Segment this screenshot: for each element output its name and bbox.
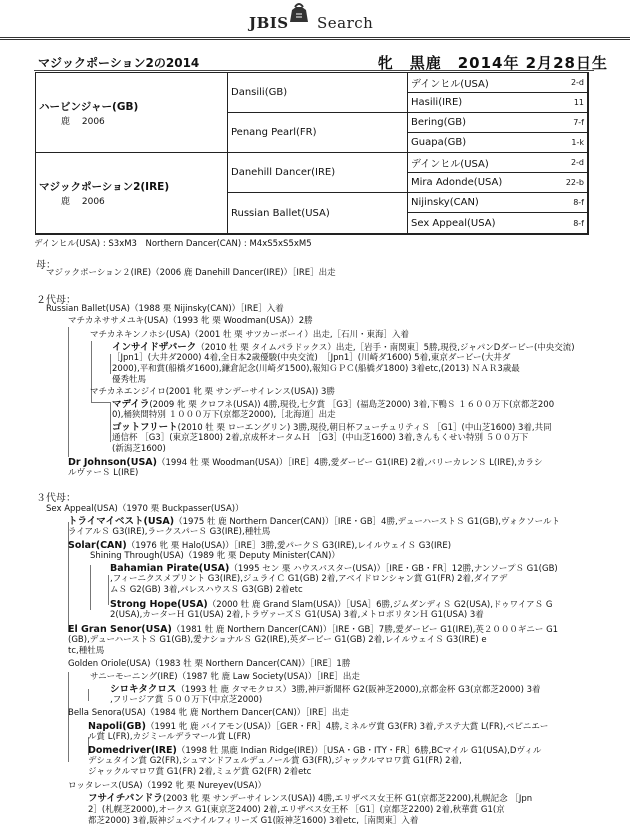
notable-horse-name[interactable]: Strong Hope(USA) [110, 599, 208, 610]
family-line-text: （1975 牡 鹿 Northern Dancer(CAN)）［IRE・GB］4勝,デューハーストＳ G1(GB),ヴォクソールト [174, 517, 560, 527]
family-line [110, 610, 484, 621]
family-line-text: ライアルＳ G3(IRE),ラークスパーＳ G3(IRE),種牡馬 [68, 527, 271, 537]
family-line-text: デシュタイン賞 G2(FR),シュマンドフェルデュノール賞 G3(FR),ジャックルマロワ賞 G1(FR) 2着, [88, 756, 462, 766]
family-line-text: tc,種牡馬 [68, 646, 105, 656]
family-line-text: （1991 牝 鹿 バイアモン(USA)）［GER・FR］4勝,ミネルヴ賞 G3(FR) 3着,テステ大賞 L(FR),ペピニエー [145, 722, 549, 732]
gen3-name: Hasili(IRE) [411, 97, 463, 108]
sire-detail: 鹿 2006 [61, 116, 105, 127]
family-line-text: Golden Oriole(USA)（1983 牡 栗 Northern Dancer(CAN)）［IRE］1勝 [68, 659, 351, 669]
family-line [68, 457, 542, 469]
gen3-heading: ３代母： [36, 493, 76, 504]
pedigree-gen3[interactable] [408, 93, 588, 113]
family-line-text: （2010 牡 栗 タイムパラドックス）出走,［岩手・南関東］5勝,現役,ジャパンDダービー(中央交流) [196, 343, 575, 353]
pedigree-gen2[interactable]: Danehill Dancer(IRE) [228, 153, 408, 193]
family-line [112, 364, 520, 375]
family-number: 22-b [565, 178, 584, 187]
pedigree-gen2[interactable]: Russian Ballet(USA) [228, 193, 408, 234]
family-line-text: （1994 牡 栗 Woodman(USA)）［IRE］4勝,愛ダービー G1(IRE) 2着,バリーカレンＳ L(IRE),カラシ [157, 458, 543, 468]
family-line [90, 330, 409, 341]
pedigree-gen3[interactable] [408, 173, 588, 193]
pedigree-gen3[interactable] [408, 113, 588, 133]
dam-heading: 母： [36, 260, 56, 271]
gen2-heading: ２代母： [36, 295, 76, 306]
notable-horse-name[interactable]: Bahamian Pirate(USA) [110, 563, 230, 574]
gen3-name: Nijinsky(CAN) [411, 197, 479, 208]
family-line-text: 優秀牡馬 [112, 375, 147, 385]
family-line-text: （2000 牡 鹿 Grand Slam(USA)）［USA］6勝,ジムダンディＳ G2(USA),ドゥワイアＳ G [207, 600, 553, 610]
horse-name: マジックポーション2の2014 [38, 56, 200, 70]
family-line-text: (2009 牝 栗 クロフネ(USA)) 4勝,現役,七夕賞 ［G3］(福島芝2000) 3着,下鴨Ｓ １６００万下(京都芝200 [149, 400, 555, 410]
logo-product: Search [317, 14, 374, 32]
notable-horse-name[interactable]: El Gran Senor(USA) [68, 624, 172, 635]
pedigree-gen2[interactable]: Penang Pearl(FR) [228, 113, 408, 153]
family-line [88, 793, 532, 805]
family-line [68, 468, 138, 479]
family-line [110, 695, 262, 706]
family-line [68, 646, 104, 657]
family-line-text: 2(USA),カーターＨ G1(USA) 2着,トラヴァーズＳ G1(USA) 3着,メトロポリタンＨ G1(USA) 3着 [110, 610, 484, 620]
family-number: 8-f [573, 198, 584, 207]
horse-bag-icon [287, 2, 311, 24]
family-number: 8-f [573, 218, 584, 228]
family-line [112, 375, 146, 386]
family-line-text: ジャックルマロワ賞 G1(FR) 2着,ミュゲ賞 G2(FR) 2着etc [88, 767, 312, 777]
family-line-text: 0),桶狭間特別 １０００万下(京都芝2000),［北海道］出走 [112, 410, 336, 420]
family-number: 2-d [570, 158, 584, 167]
family-line-text: マチカネキンノホシ(USA)（2001 牡 栗 サツカーボーイ）出走,［石川・東海］入着 [90, 330, 410, 340]
tree-connector [88, 689, 89, 701]
family-number: 1-k [571, 138, 584, 147]
gen3-name: Sex Appeal(USA) [411, 217, 496, 229]
notable-horse-name[interactable]: Dr Johnson(USA) [68, 457, 158, 468]
notable-horse-name[interactable]: マデイラ [112, 399, 150, 410]
notable-horse-name[interactable]: インサイドザパーク [112, 342, 197, 353]
tree-connector [90, 565, 91, 610]
notable-horse-name[interactable]: シロキタクロス [110, 684, 177, 695]
notable-horse-name[interactable]: Domedriver(IRE) [88, 745, 177, 756]
family-line-text: ［Jpn1］(大井ダ2000) 4着,全日本2歳優駿(中央交流) ［Jpn1］(川崎ダ1600) 5着,東京ダービー(大井ダ [112, 353, 511, 363]
family-line-text: Shining Through(USA)（1989 牝 栗 Deputy Minister(CAN)） [90, 551, 340, 561]
tree-connector [91, 402, 111, 403]
family-line [68, 316, 313, 327]
family-line-text: （1995 セン 栗 ハウスバスター(USA)）［IRE・GB・FR］12勝,ナンソープＳ G1(GB) [229, 564, 558, 574]
family-number: 11 [573, 98, 584, 107]
family-line-text: サニーモーニング(IRE)（1987 牝 鹿 Law Society(USA)）［IRE］出走 [90, 672, 360, 682]
family-line [68, 708, 349, 719]
family-line-text: マチカネエンジイロ(2001 牝 栗 サンデーサイレンス(USA)) 3勝 [90, 387, 335, 397]
jbis-logo[interactable] [249, 2, 379, 38]
family-line-text: （1976 牝 栗 Halo(USA)）［IRE］3勝,愛パークＳ G3(IRE),レイルウェイＳ G3(IRE) [126, 541, 452, 551]
family-line [88, 756, 462, 767]
gen3-name: デインヒル(USA) [411, 79, 489, 90]
dam-name: マジックポーション2(IRE) [39, 181, 170, 193]
family-line [110, 574, 507, 585]
gen3-name: Mira Adonde(USA) [411, 177, 503, 188]
family-line-text: ,フリージア賞 ５００万下(中京芝2000) [110, 695, 263, 705]
family-line-text: 2］(札幌芝2000),オークス G1(東京芝2400) 2着,エリザベス女王杯 ［G1］(京都芝2200) 2着,秋華賞 G1(京 [88, 805, 505, 815]
tree-connector [108, 575, 109, 605]
gen3-name: Bering(GB) [411, 117, 466, 128]
family-line-text: (GB),デューハーストＳ G1(GB),愛ナショナルＳ G2(IRE),英ダービー G1(GB) 2着,レイルウェイＳ G3(IRE) e [68, 635, 487, 645]
family-line [90, 551, 340, 562]
family-line-text: ロッタレース(USA)（1992 牝 栗 Nureyev(USA)） [68, 781, 267, 791]
notable-horse-name[interactable]: フサイチパンドラ [88, 793, 163, 804]
family-line [112, 433, 528, 444]
tree-connector [110, 403, 111, 442]
tree-connector [68, 327, 69, 457]
family-line-text: Bella Senora(USA)（1984 牝 鹿 Northern Dancer(CAN)）［IRE］出走 [68, 708, 349, 718]
notable-horse-name[interactable]: Solar(CAN) [68, 540, 127, 551]
family-line-text: Russian Ballet(USA)（1988 栗 Nijinsky(CAN)）［IRE］入着 [46, 304, 284, 314]
family-line-text: （1993 牡 鹿 タマモクロス）3勝,神戸新聞杯 G2(阪神芝2000),京都金杯 G3(京都芝2000) 3着 [176, 685, 541, 695]
family-line [112, 444, 166, 455]
pedigree-gen3[interactable] [408, 153, 588, 173]
family-number: 7-f [573, 118, 584, 127]
family-line [88, 805, 505, 816]
sire-name: ハービンジャー(GB) [39, 100, 139, 113]
family-line [68, 527, 270, 538]
family-line-text: 通信杯 ［G3］(東京芝1800) 2着,京成杯オータムＨ ［G3］(中山芝1600) 3着,きんもくせい特別 ５００万下 [112, 433, 529, 443]
family-line-text: 都芝2000) 3着,阪神ジュベナイルフィリーズ G1(阪神芝1600) 3着etc,［南関東］入着 [88, 816, 419, 826]
family-line-text: Sex Appeal(USA)（1970 栗 Buckpasser(USA)） [46, 504, 244, 514]
family-line-text: ,フィーニクスメプリント G3(IRE),ジュライＣ G1(GB) 2着,アベイドロンシャン賞 G1(FR) 2着,ダイアデ [110, 574, 508, 584]
pedigree-gen2[interactable]: Dansili(GB) [228, 73, 408, 113]
pedigree-gen3[interactable] [408, 133, 588, 153]
tree-connector [68, 522, 69, 632]
family-line [90, 672, 360, 683]
title-rule [34, 70, 594, 71]
family-line-text: ル賞 L(FR),カジミールデラマール賞 L(FR) [88, 732, 251, 742]
family-line [88, 732, 251, 743]
family-line-text: (2010 牡 栗 ローエングリン) 3勝,現役,朝日杯フューチュリティＳ ［G1］(中山芝1600) 3着,共同 [177, 423, 552, 433]
family-line [68, 635, 487, 646]
gen3-name: Guapa(GB) [411, 137, 467, 148]
family-line-text: ルヴァーＳ L(IRE) [68, 468, 139, 478]
horse-profile: 牝 黒鹿 2014年 2月28日生 [377, 54, 608, 72]
pedigree-table [35, 72, 589, 235]
family-line [46, 304, 284, 315]
family-line-text: マジックポーション２(IRE)（2006 鹿 Danehill Dancer(IRE)）［IRE］出走 [46, 268, 336, 278]
pedigree-gen3[interactable] [408, 193, 588, 213]
pedigree-sire[interactable] [36, 73, 228, 153]
family-line-text: （1981 牡 鹿 Northern Dancer(CAN)）［IRE・GB］7勝,愛ダービー G1(IRE),英２０００ギニー G1 [171, 625, 559, 635]
family-line [88, 767, 311, 778]
family-line [46, 504, 244, 515]
notable-horse-name[interactable]: トライマイベスト(USA) [68, 516, 175, 527]
header-rule [0, 37, 630, 40]
family-line-text: （1998 牡 黒鹿 Indian Ridge(IRE)）［USA・GB・ITY・FR］6勝,BCマイル G1(USA),Dヴィル [176, 746, 542, 756]
family-line [112, 410, 336, 421]
family-line-text: マチカネササメユキ(USA)（1993 牝 栗 Woodman(USA)）2勝 [68, 316, 313, 326]
logo-brand: JBIS [249, 14, 289, 32]
family-line-text: ムＳ G2(GB) 3着,パレスハウスＳ G3(GB) 2着etc [110, 585, 303, 595]
inbreeding-stats: デインヒル(USA) : S3xM3 Northern Dancer(CAN) : M4xS5xS5xM5 [34, 239, 312, 249]
family-line [90, 387, 335, 398]
family-line [88, 816, 418, 827]
pedigree-gen3[interactable] [408, 213, 588, 234]
family-line-text: (2003 牝 栗 サンデーサイレンス(USA)) 4勝,エリザベス女王杯 G1(京都芝2200),札幌記念 ［Jpn [162, 794, 533, 804]
family-line [46, 268, 336, 279]
notable-horse-name[interactable]: ゴットフリート [112, 422, 178, 433]
dam-detail: 鹿 2006 [61, 197, 105, 207]
family-line [68, 781, 266, 792]
family-line-text: (新潟芝1600) [112, 444, 166, 454]
notable-horse-name[interactable]: Napoli(GB) [88, 721, 146, 732]
family-line [112, 353, 510, 364]
family-line [68, 659, 350, 670]
gen3-name: デインヒル(USA) [411, 159, 489, 170]
pedigree-gen3[interactable] [408, 73, 588, 93]
family-number: 2-d [570, 78, 584, 87]
tree-connector [110, 354, 111, 374]
pedigree-dam[interactable] [36, 153, 228, 234]
family-line [110, 585, 303, 596]
family-line-text: 2000),平和賞(船橋ダ1600),鎌倉記念(川崎ダ1500),報知ＧＰＣ(船橋ダ1800) 3着etc,(2013) ＮＡＲ3歳最 [112, 364, 520, 374]
